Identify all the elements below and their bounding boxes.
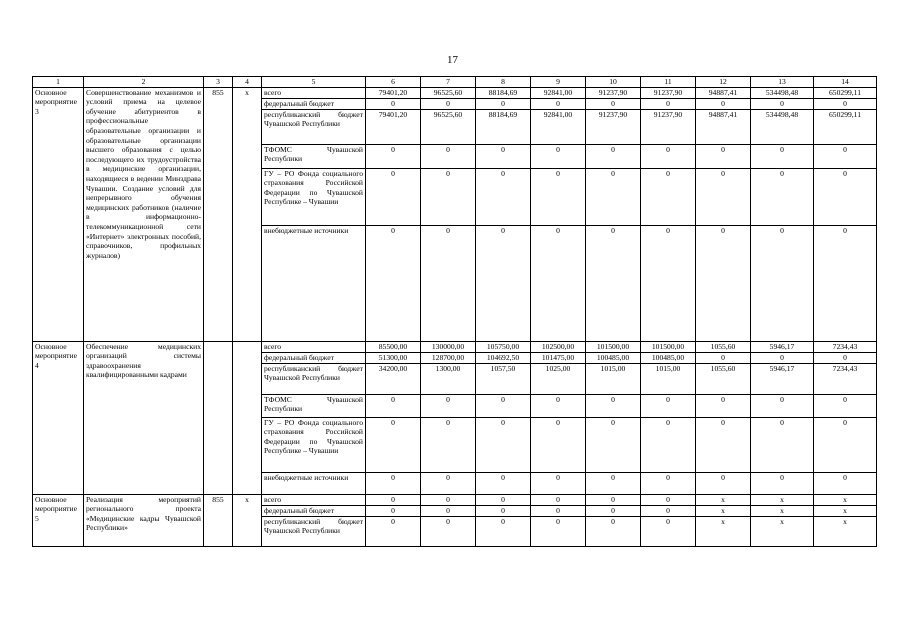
value-cell: x xyxy=(696,505,751,516)
value-cell: 104692,50 xyxy=(476,352,531,363)
value-cell: 0 xyxy=(586,98,641,109)
value-cell: 0 xyxy=(531,144,586,168)
column-number: 2 xyxy=(84,77,204,88)
value-cell: 0 xyxy=(366,494,421,505)
funding-source: всего xyxy=(262,341,366,352)
value-cell: 92841,00 xyxy=(531,87,586,98)
value-cell: 1055,60 xyxy=(696,363,751,394)
funding-source: федеральный бюджет xyxy=(262,505,366,516)
program-description: Совершенствование механизмов и условий приема на целевое обучение абитуриентов в профессиональные образовательные организации и образовательные организации высшего образования с целью последующего их трудоустройства в медицинские организации, находящиеся в ведении Минздрава Чувашии. Создание условий для непрерывного обучения медицинских работников (наличие в информационно-телекоммуникационной сети «Интернет» электронных пособий, справочников, профильных журналов) xyxy=(84,87,204,341)
value-cell: 0 xyxy=(366,144,421,168)
value-cell: 0 xyxy=(814,225,877,341)
column-number: 7 xyxy=(421,77,476,88)
value-cell: 0 xyxy=(641,505,696,516)
value-cell: 0 xyxy=(421,168,476,225)
value-cell: 34200,00 xyxy=(366,363,421,394)
program-code-3: 855 xyxy=(204,87,233,341)
funding-source: ТФОМС Чувашской Республики xyxy=(262,394,366,417)
value-cell: 0 xyxy=(421,394,476,417)
value-cell: 0 xyxy=(751,144,814,168)
value-cell: 0 xyxy=(586,516,641,546)
program-name: Основное мероприятие 5 xyxy=(33,494,84,546)
value-cell: 0 xyxy=(586,472,641,494)
table-row xyxy=(33,494,877,505)
funding-source: республиканский бюджет Чувашской Республики xyxy=(262,109,366,144)
value-cell: 0 xyxy=(476,144,531,168)
value-cell: x xyxy=(814,505,877,516)
value-cell: 0 xyxy=(641,472,696,494)
value-cell: 0 xyxy=(814,417,877,472)
value-cell: 130000,00 xyxy=(421,341,476,352)
column-number: 11 xyxy=(641,77,696,88)
value-cell: 51300,00 xyxy=(366,352,421,363)
value-cell: 0 xyxy=(641,516,696,546)
value-cell: 94887,41 xyxy=(696,109,751,144)
value-cell: 88184,69 xyxy=(476,87,531,98)
column-number: 3 xyxy=(204,77,233,88)
value-cell: x xyxy=(751,505,814,516)
value-cell: 0 xyxy=(696,417,751,472)
value-cell: 0 xyxy=(366,98,421,109)
program-code-3: 855 xyxy=(204,494,233,546)
funding-source: ГУ – РО Фонда социального страхования Российской Федерации по Чувашской Республике – Чувашии xyxy=(262,168,366,225)
funding-source: всего xyxy=(262,87,366,98)
column-number: 10 xyxy=(586,77,641,88)
value-cell: 0 xyxy=(696,225,751,341)
value-cell: 1057,50 xyxy=(476,363,531,394)
value-cell: 0 xyxy=(814,394,877,417)
value-cell: 0 xyxy=(366,225,421,341)
value-cell: 105750,00 xyxy=(476,341,531,352)
value-cell: 0 xyxy=(814,98,877,109)
value-cell: 0 xyxy=(531,225,586,341)
value-cell: 0 xyxy=(586,505,641,516)
program-code-3 xyxy=(204,341,233,494)
value-cell: 91237,90 xyxy=(586,87,641,98)
value-cell: 0 xyxy=(531,394,586,417)
value-cell: 79401,20 xyxy=(366,87,421,98)
value-cell: 0 xyxy=(586,417,641,472)
funding-source: ТФОМС Чувашской Республики xyxy=(262,144,366,168)
value-cell: 0 xyxy=(421,98,476,109)
value-cell: 1015,00 xyxy=(586,363,641,394)
value-cell: 0 xyxy=(421,494,476,505)
value-cell: x xyxy=(751,494,814,505)
value-cell: 0 xyxy=(586,168,641,225)
value-cell: 0 xyxy=(531,494,586,505)
value-cell: 7234,43 xyxy=(814,341,877,352)
value-cell: 0 xyxy=(814,168,877,225)
value-cell: 0 xyxy=(476,516,531,546)
value-cell: 0 xyxy=(531,168,586,225)
value-cell: 5946,17 xyxy=(751,341,814,352)
value-cell: 96525,60 xyxy=(421,109,476,144)
program-code-4: x xyxy=(233,494,262,546)
value-cell: 0 xyxy=(531,472,586,494)
value-cell: 0 xyxy=(421,472,476,494)
value-cell: 0 xyxy=(814,352,877,363)
value-cell: 0 xyxy=(476,494,531,505)
value-cell: 0 xyxy=(641,394,696,417)
value-cell: 0 xyxy=(476,98,531,109)
value-cell: 0 xyxy=(696,98,751,109)
value-cell: 534498,48 xyxy=(751,109,814,144)
value-cell: 650299,11 xyxy=(814,109,877,144)
value-cell: 91237,90 xyxy=(586,109,641,144)
column-number: 4 xyxy=(233,77,262,88)
value-cell: 5946,17 xyxy=(751,363,814,394)
value-cell: 96525,60 xyxy=(421,87,476,98)
program-name: Основное мероприятие 3 xyxy=(33,87,84,341)
value-cell: 0 xyxy=(814,472,877,494)
value-cell: 0 xyxy=(696,168,751,225)
funding-source: внебюджетные источники xyxy=(262,225,366,341)
value-cell: 102500,00 xyxy=(531,341,586,352)
value-cell: 92841,00 xyxy=(531,109,586,144)
value-cell: 0 xyxy=(751,394,814,417)
value-cell: 0 xyxy=(641,98,696,109)
value-cell: 88184,69 xyxy=(476,109,531,144)
value-cell: 0 xyxy=(641,144,696,168)
value-cell: 0 xyxy=(366,394,421,417)
value-cell: 79401,20 xyxy=(366,109,421,144)
value-cell: 0 xyxy=(586,494,641,505)
value-cell: 0 xyxy=(421,417,476,472)
value-cell: 534498,48 xyxy=(751,87,814,98)
value-cell: x xyxy=(696,516,751,546)
value-cell: 0 xyxy=(421,505,476,516)
value-cell: 1025,00 xyxy=(531,363,586,394)
program-name: Основное мероприятие 4 xyxy=(33,341,84,494)
value-cell: 91237,90 xyxy=(641,87,696,98)
value-cell: 0 xyxy=(696,352,751,363)
program-code-4: x xyxy=(233,87,262,341)
value-cell: x xyxy=(696,494,751,505)
table-body xyxy=(33,77,877,547)
value-cell: 1300,00 xyxy=(421,363,476,394)
program-description: Обеспечение медицинских организаций системы здравоохранения квалифицированными кадрами xyxy=(84,341,204,494)
program-description: Реализация мероприятий регионального проекта «Медицинские кадры Чувашской Республики» xyxy=(84,494,204,546)
value-cell: 0 xyxy=(531,505,586,516)
table-row xyxy=(33,87,877,98)
value-cell: 0 xyxy=(751,352,814,363)
funding-source: федеральный бюджет xyxy=(262,98,366,109)
value-cell: 101500,00 xyxy=(641,341,696,352)
table-row xyxy=(33,341,877,352)
value-cell: 0 xyxy=(531,516,586,546)
value-cell: 0 xyxy=(586,394,641,417)
value-cell: 1055,60 xyxy=(696,341,751,352)
value-cell: 101500,00 xyxy=(586,341,641,352)
value-cell: 0 xyxy=(641,225,696,341)
funding-source: федеральный бюджет xyxy=(262,352,366,363)
page-number: 17 xyxy=(447,54,458,66)
value-cell: 0 xyxy=(421,144,476,168)
value-cell: 0 xyxy=(476,472,531,494)
funding-source: всего xyxy=(262,494,366,505)
column-number: 13 xyxy=(751,77,814,88)
value-cell: 7234,43 xyxy=(814,363,877,394)
budget-table xyxy=(32,76,877,547)
value-cell: 94887,41 xyxy=(696,87,751,98)
value-cell: x xyxy=(814,494,877,505)
value-cell: 0 xyxy=(586,225,641,341)
value-cell: 0 xyxy=(751,225,814,341)
value-cell: 0 xyxy=(366,516,421,546)
value-cell: 128700,00 xyxy=(421,352,476,363)
value-cell: 0 xyxy=(366,168,421,225)
value-cell: 0 xyxy=(751,168,814,225)
program-code-4 xyxy=(233,341,262,494)
value-cell: 0 xyxy=(696,472,751,494)
value-cell: 0 xyxy=(476,417,531,472)
value-cell: 100485,00 xyxy=(641,352,696,363)
value-cell: 0 xyxy=(751,98,814,109)
value-cell: 1015,00 xyxy=(641,363,696,394)
value-cell: 0 xyxy=(476,505,531,516)
funding-source: республиканский бюджет Чувашской Республики xyxy=(262,516,366,546)
value-cell: 85500,00 xyxy=(366,341,421,352)
value-cell: 0 xyxy=(696,144,751,168)
value-cell: 0 xyxy=(531,98,586,109)
value-cell: 0 xyxy=(366,472,421,494)
value-cell: 100485,00 xyxy=(586,352,641,363)
value-cell: 0 xyxy=(586,144,641,168)
value-cell: 0 xyxy=(531,417,586,472)
value-cell: 0 xyxy=(421,225,476,341)
value-cell: 0 xyxy=(476,394,531,417)
funding-source: ГУ – РО Фонда социального страхования Российской Федерации по Чувашской Республике – Чувашии xyxy=(262,417,366,472)
value-cell: 101475,00 xyxy=(531,352,586,363)
value-cell: 0 xyxy=(366,505,421,516)
value-cell: 0 xyxy=(751,417,814,472)
value-cell: 0 xyxy=(641,494,696,505)
value-cell: 650299,11 xyxy=(814,87,877,98)
column-number: 8 xyxy=(476,77,531,88)
funding-source: республиканский бюджет Чувашской Республики xyxy=(262,363,366,394)
column-number: 6 xyxy=(366,77,421,88)
value-cell: x xyxy=(751,516,814,546)
value-cell: 0 xyxy=(814,144,877,168)
column-number: 14 xyxy=(814,77,877,88)
column-number: 9 xyxy=(531,77,586,88)
value-cell: 0 xyxy=(641,168,696,225)
value-cell: 0 xyxy=(476,225,531,341)
value-cell: 0 xyxy=(476,168,531,225)
funding-source: внебюджетные источники xyxy=(262,472,366,494)
column-number: 12 xyxy=(696,77,751,88)
value-cell: 0 xyxy=(751,472,814,494)
column-number: 1 xyxy=(33,77,84,88)
value-cell: 0 xyxy=(641,417,696,472)
value-cell: 0 xyxy=(696,394,751,417)
value-cell: 91237,90 xyxy=(641,109,696,144)
value-cell: x xyxy=(814,516,877,546)
column-number-row xyxy=(33,77,877,88)
value-cell: 0 xyxy=(421,516,476,546)
value-cell: 0 xyxy=(366,417,421,472)
column-number: 5 xyxy=(262,77,366,88)
